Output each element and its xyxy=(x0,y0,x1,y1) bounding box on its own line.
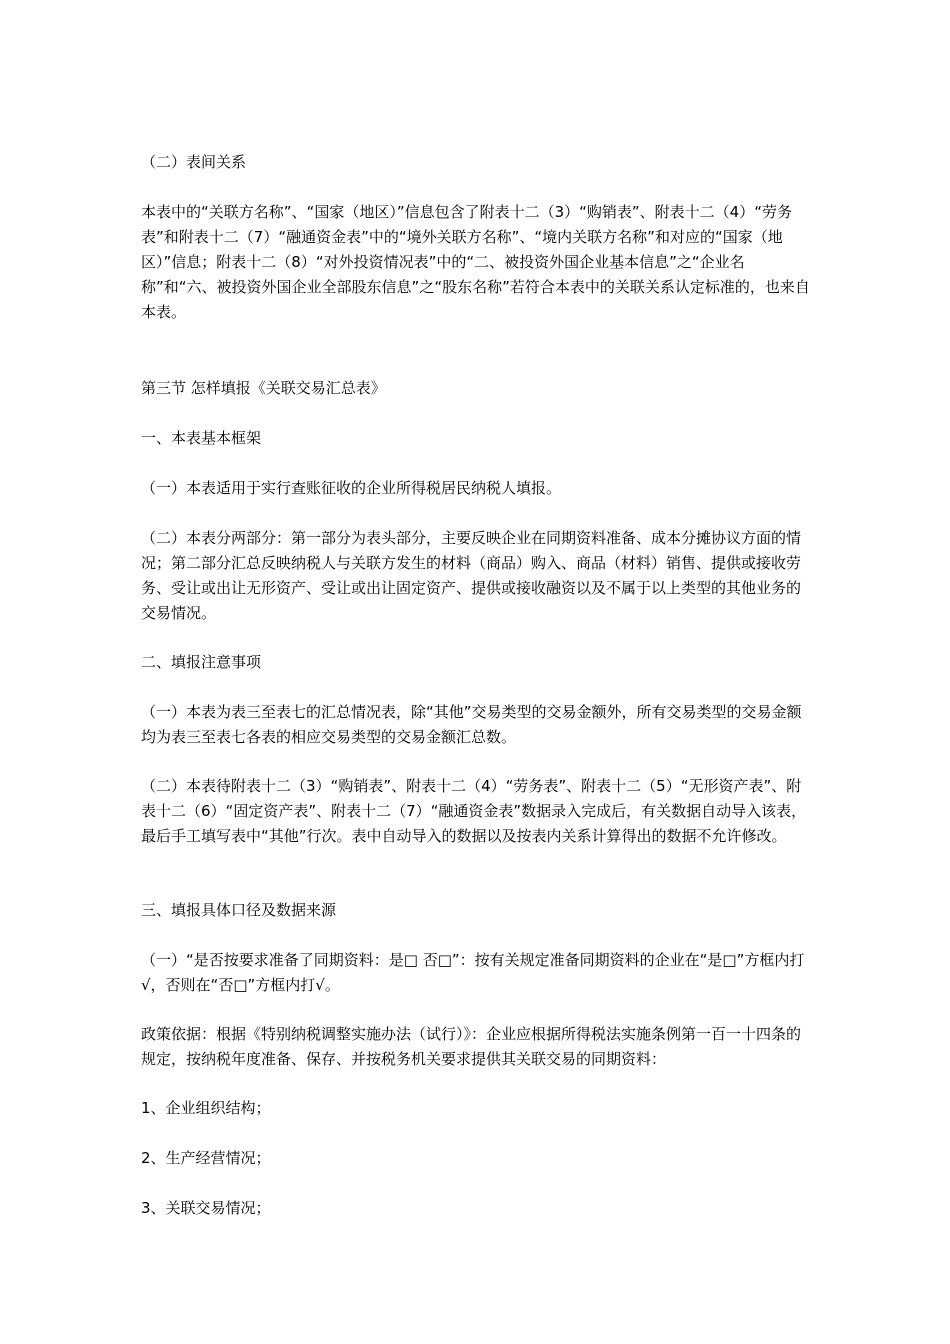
heading-filing-notes: 二、填报注意事项 xyxy=(141,653,262,671)
list-item-1: 1、企业组织结构； xyxy=(141,1099,271,1117)
subsection-heading-table-relations: （二）表间关系 xyxy=(141,153,247,171)
paragraph-notes-2: （二）本表待附表十二（3）“购销表”、附表十二（4）“劳务表”、附表十二（5）“无形资产表”、附表十二（6）“固定资产表”、附表十二（7）“融通资金表”数据录入完成后，有关数据自动导入该表，最后手工填写表中“其他”行次。表中自动导入的数据以及按表内关系计算得出的数据不允许修改。 xyxy=(141,777,807,845)
heading-basic-framework: 一、本表基本框架 xyxy=(141,429,262,447)
paragraph-sources-1: （一）“是否按要求准备了同期资料：是□ 否□”：按有关规定准备同期资料的企业在“是□”方框内打√，否则在“否□”方框内打√。 xyxy=(141,951,805,994)
heading-data-sources: 三、填报具体口径及数据来源 xyxy=(141,901,337,919)
paragraph-framework-2: （二）本表分两部分：第一部分为表头部分，主要反映企业在同期资料准备、成本分摊协议方面的情况；第二部分汇总反映纳税人与关联方发生的材料（商品）购入、商品（材料）销售、提供或接收劳务、受让或出让无形资产、受让或出让固定资产、提供或接收融资以及不属于以上类型的其他业务的交易情况。 xyxy=(141,529,802,622)
paragraph-policy-basis: 政策依据：根据《特别纳税调整实施办法（试行）》：企业应根据所得税法实施条例第一百一十四条的规定，按纳税年度准备、保存、并按税务机关要求提供其关联交易的同期资料： xyxy=(141,1025,802,1068)
paragraph-framework-1: （一）本表适用于实行查账征收的企业所得税居民纳税人填报。 xyxy=(141,479,562,497)
paragraph-notes-1: （一）本表为表三至表七的汇总情况表，除“其他”交易类型的交易金额外，所有交易类型的交易金额均为表三至表七各表的相应交易类型的交易金额汇总数。 xyxy=(141,703,802,746)
list-item-2: 2、生产经营情况； xyxy=(141,1149,271,1167)
paragraph-table-relations: 本表中的“关联方名称”、“国家（地区）”信息包含了附表十二（3）“购销表”、附表十二（4）“劳务表”和附表十二（7）“融通资金表”中的“境外关联方名称”、“境内关联方名称”和对应的“国家（地区）”信息；附表十二（8）“对外投资情况表”中的“二、被投资外国企业基本信息”之“企业名称”和“六、被投资外国企业全部股东信息”之“股东名称”若符合本表中的关联关系认定标准的，也来自本表。 xyxy=(141,203,810,321)
section-heading-3: 第三节 怎样填报《关联交易汇总表》 xyxy=(141,379,386,397)
list-item-3: 3、关联交易情况； xyxy=(141,1199,271,1217)
